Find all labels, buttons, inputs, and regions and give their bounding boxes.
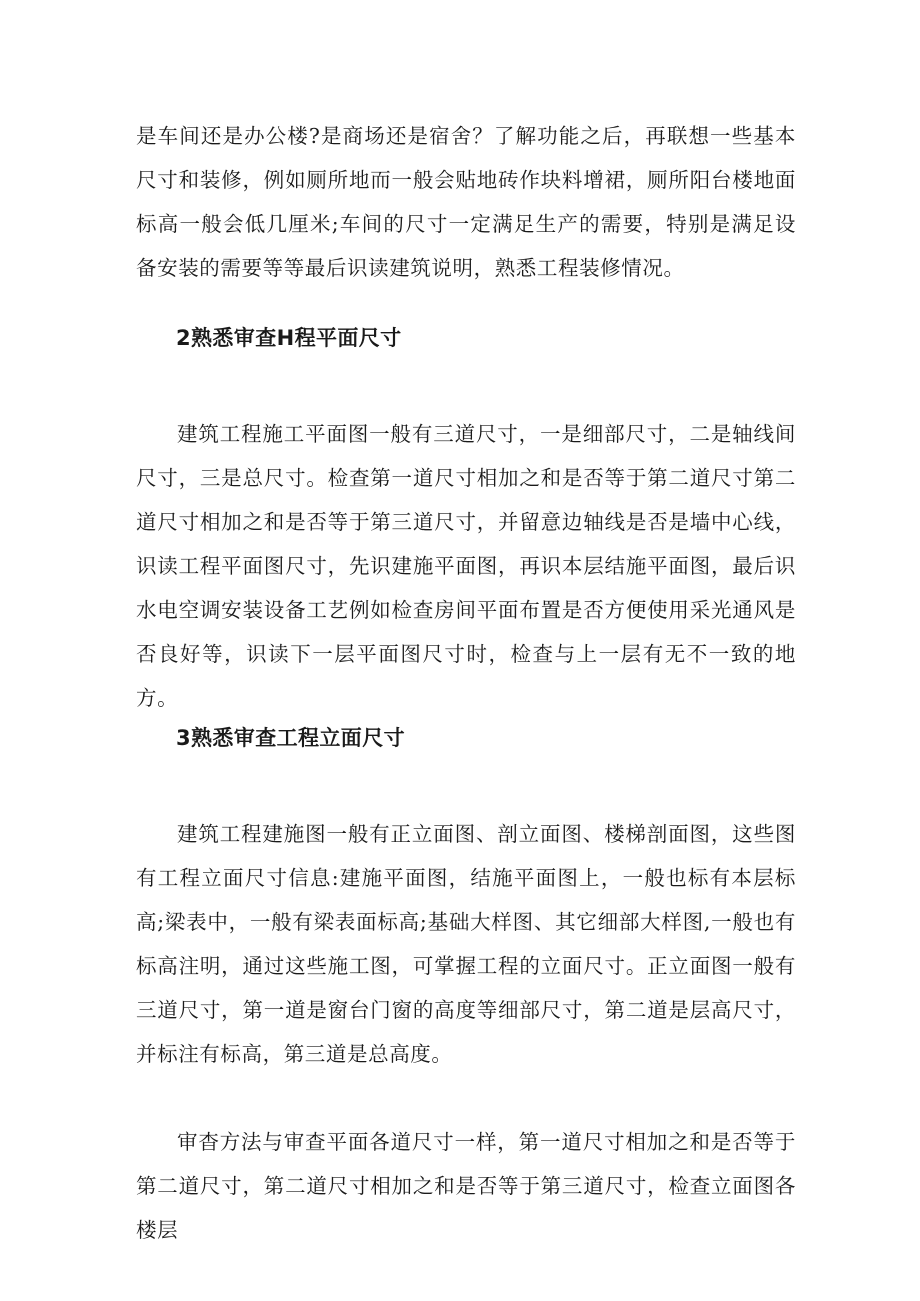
- paragraph-review-method: 审杳方法与审查平面各道尺寸一样，第一道尺寸相加之和是否等于第二道尺寸，第二道尺寸相加之和是否等于第三道尺寸，检查立面图各楼层: [136, 1130, 796, 1242]
- section-heading-plan-dimensions: 2熟悉审查H程平面尺寸: [176, 326, 402, 350]
- paragraph-plan-dimensions: 建筑工程施工平面图一般有三道尺寸，一是细部尺寸，二是轴线间尺寸，三是总尺寸。检查第一道尺寸相加之和是否等于第二道尺寸第二道尺寸相加之和是否等于第三道尺寸，并留意边轴线是否是墙中心线，识读工程平面图尺寸，先识建施平面图，再识本层结施平面图，最后识水电空调安装设备工艺例如检查房间平面布置是否方便使用采光通风是否良好等，识读下一层平面图尺寸时，检查与上一层有无不一致的地方。: [136, 422, 796, 710]
- paragraph-building-function: 是车间还是办公楼?是商场还是宿舍？了解功能之后，再联想一些基本尺寸和装修，例如厕所地而一般会贴地砖作块料增裙，厕所阳台楼地面标高一般会低几厘米;车间的尺寸一定满足生产的需要，特别是满足设备安装的需要等等最后识读建筑说明，熟悉工程装修情况。: [136, 124, 796, 280]
- section-heading-elevation-dimensions: 3熟悉审查工程立面尺寸: [176, 726, 406, 750]
- paragraph-elevation-dimensions: 建筑工程建施图一般有正立面图、剖立面图、楼梯剖面图，这些图有工程立面尺寸信息:建施平面图，结施平面图上，一般也标有本层标高;梁表中，一般有梁表面标高;基础大样图、其它细部大样图,一般也有标高注明，通过这些施工图，可掌握工程的立面尺寸。正立面图一般有三道尺寸，第一道是窗台门窗的高度等细部尺寸，第二道是层高尺寸，并标注有标高，第三道是总高度。: [136, 822, 796, 1066]
